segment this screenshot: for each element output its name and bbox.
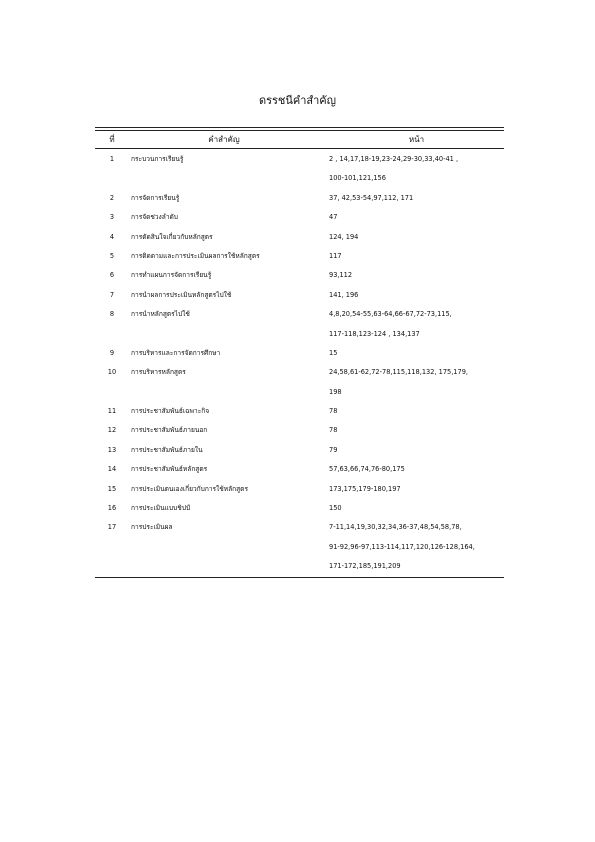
row-pages (329, 499, 504, 518)
table-row (95, 460, 504, 479)
row-pages (329, 480, 504, 499)
row-keyword: การประเมินตนเองเกี่ยวกับการใช้หลักสูตร (131, 484, 248, 493)
page-reference-line: 171-172,185,191,209 (329, 562, 401, 571)
row-keyword: การตัดสินใจเกี่ยวกับหลักสูตร (131, 232, 213, 241)
row-pages (329, 266, 504, 285)
table-row (95, 286, 504, 305)
row-number: 8 (109, 310, 115, 319)
row-number: 2 (109, 193, 115, 202)
table-header-rule (95, 148, 504, 149)
row-number: 10 (107, 368, 117, 377)
table-row (95, 208, 504, 227)
row-keyword: การจัดช่วงลำดับ (131, 213, 178, 222)
row-pages (329, 363, 504, 402)
table-row (95, 344, 504, 363)
page-reference-line: 2 , 14,17,18-19,23-24,29-30,33,40-41 , (329, 155, 459, 163)
row-pages (329, 518, 504, 576)
row-keyword: การประชาสัมพันธ์หลักสูตร (131, 465, 208, 474)
row-number: 9 (109, 348, 115, 357)
table-top-rule (95, 127, 504, 128)
row-keyword: การทำแผนการจัดการเรียนรู้ (131, 271, 212, 280)
row-number: 15 (107, 484, 117, 493)
table-row (95, 305, 504, 344)
row-pages (329, 247, 504, 266)
row-number: 5 (109, 251, 115, 260)
row-keyword: การประชาสัมพันธ์เฉพาะกิจ (131, 407, 210, 416)
table-row (95, 421, 504, 440)
row-pages (329, 441, 504, 460)
page-reference-line: 78 (329, 426, 338, 435)
table-row (95, 150, 504, 189)
page-reference-line: 7-11,14,19,30,32,34,36-37,48,54,58,78, (329, 523, 462, 532)
page-reference-line: 15 (329, 348, 338, 357)
page-reference-line: 93,112 (329, 271, 353, 280)
row-number: 14 (107, 465, 117, 474)
table-header (95, 133, 504, 147)
table-row (95, 228, 504, 247)
page-reference-line: 91-92,96-97,113-114,117,120,126-128,164, (329, 542, 475, 551)
table-top-rule-inner (95, 130, 504, 131)
page-title: ดรรชนีคำสำคัญ (258, 94, 337, 107)
table-row (95, 518, 504, 576)
page-reference-line: 117-118,123-124 , 134,137 (329, 329, 420, 338)
row-number: 1 (109, 155, 115, 163)
row-pages (329, 228, 504, 247)
row-keyword: การนำหลักสูตรไปใช้ (131, 310, 190, 319)
page-reference-line: 78 (329, 407, 338, 416)
page-reference-line: 100-101,121,156 (329, 174, 386, 183)
row-keyword: การบริหารและการจัดการศึกษา (131, 348, 221, 357)
row-number: 12 (107, 426, 117, 435)
header-keyword: คำสำคัญ (208, 135, 240, 144)
row-number: 13 (107, 445, 117, 454)
row-pages (329, 150, 504, 189)
row-keyword: การประชาสัมพันธ์ภายนอก (131, 426, 208, 435)
page-reference-line: 198 (329, 387, 342, 396)
page-reference-line: 47 (329, 213, 338, 222)
page-reference-line: 117 (329, 251, 342, 260)
row-number: 11 (107, 407, 117, 416)
page-reference-line: 150 (329, 504, 342, 513)
page-reference-line: 141, 196 (329, 290, 359, 299)
table-row (95, 363, 504, 402)
table-row (95, 499, 504, 518)
page-reference-line: 24,58,61-62,72-78,115,118,132, 175,179, (329, 368, 468, 377)
row-number: 17 (107, 523, 117, 532)
table-row (95, 402, 504, 421)
row-keyword: การประเมินแบบชิปป์ (131, 504, 191, 513)
page-reference-line: 57,63,66,74,76-80,175 (329, 465, 405, 474)
table-row (95, 189, 504, 208)
row-keyword: การประเมินผล (131, 523, 173, 532)
row-pages (329, 286, 504, 305)
row-pages (329, 344, 504, 363)
row-keyword: การบริหารหลักสูตร (131, 368, 186, 377)
row-number: 16 (107, 504, 117, 513)
row-keyword: การประชาสัมพันธ์ภายใน (131, 445, 203, 454)
page-reference-line: 79 (329, 445, 338, 454)
row-keyword: การติดตามและการประเมินผลการใช้หลักสูตร (131, 251, 260, 260)
row-pages (329, 305, 504, 344)
page-reference-line: 37, 42,53-54,97,112, 171 (329, 193, 414, 202)
header-pages: หน้า (408, 135, 425, 144)
row-keyword: การนำผลการประเมินหลักสูตรไปใช้ (131, 290, 232, 299)
row-keyword: กระบวนการเรียนรู้ (131, 155, 184, 163)
row-number: 4 (109, 232, 115, 241)
row-pages (329, 208, 504, 227)
row-pages (329, 460, 504, 479)
page-reference-line: 173,175,179-180,197 (329, 484, 401, 493)
table-row (95, 247, 504, 266)
table-row (95, 441, 504, 460)
table-row (95, 266, 504, 285)
row-pages (329, 421, 504, 440)
table-bottom-rule (95, 577, 504, 578)
page-reference-line: 124, 194 (329, 232, 359, 241)
table-row (95, 480, 504, 499)
row-keyword: การจัดการเรียนรู้ (131, 193, 180, 202)
header-number: ที่ (109, 135, 115, 144)
row-pages (329, 189, 504, 208)
row-number: 6 (109, 271, 115, 280)
row-number: 7 (109, 290, 115, 299)
row-number: 3 (109, 213, 115, 222)
index-table-body (95, 150, 504, 577)
row-pages (329, 402, 504, 421)
page-reference-line: 4,8,20,54-55,63-64,66-67,72-73,115, (329, 310, 452, 319)
